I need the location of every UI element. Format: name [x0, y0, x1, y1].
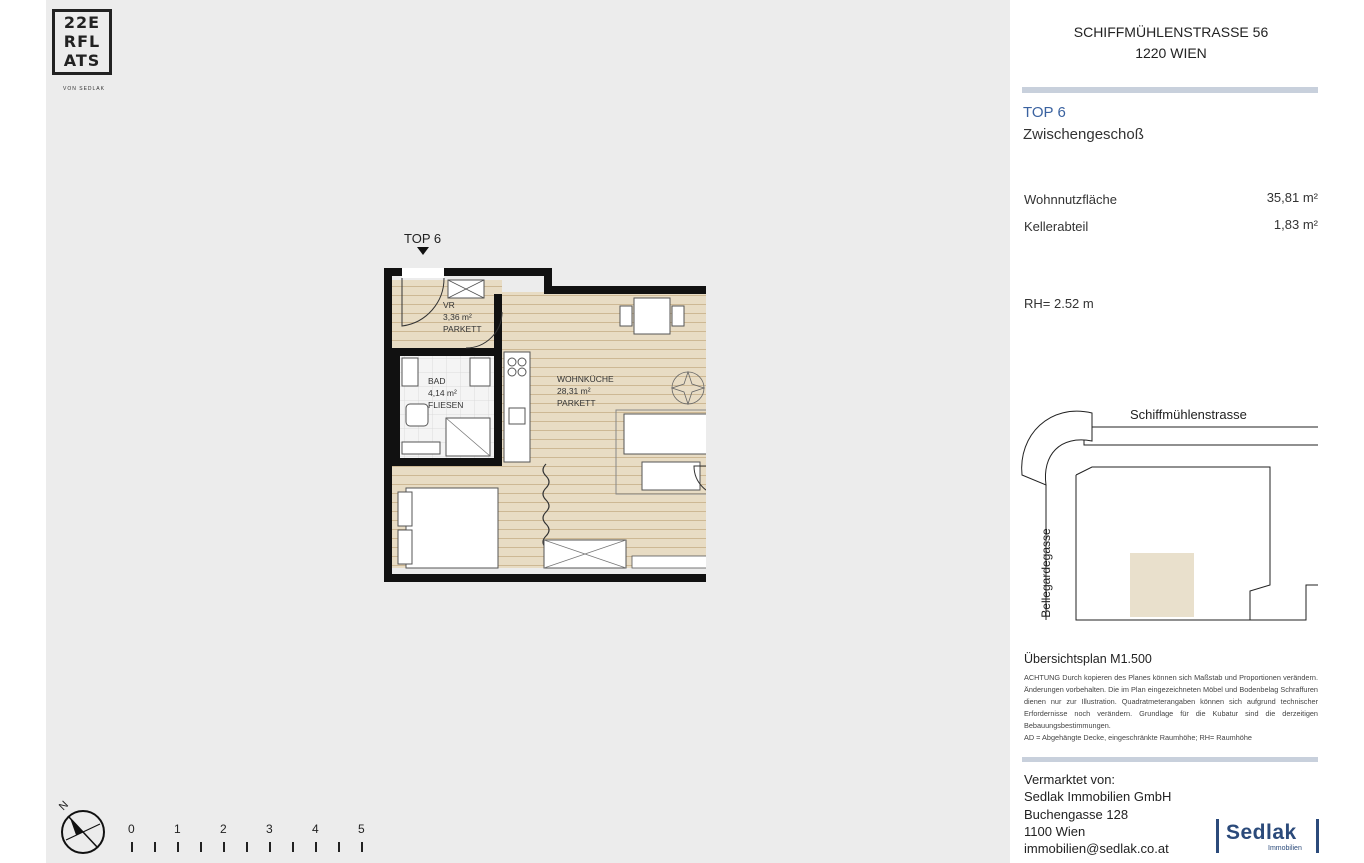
vr-bath-wall: [392, 348, 502, 356]
area-label-kellerabteil: Kellerabteil: [1024, 219, 1089, 234]
contact-divider: [1022, 757, 1318, 762]
disclaimer-note: AD = Abgehängte Decke, eingeschränkte Raumhöhe; RH= Raumhöhe: [1024, 732, 1252, 742]
coffee-table: [642, 462, 700, 490]
area-label-wohnnutzflaeche: Wohnnutzfläche: [1024, 192, 1117, 207]
left-margin: [0, 0, 46, 863]
north-label: N: [56, 798, 72, 814]
room-label-vr: VR 3,36 m² PARKETT: [443, 300, 482, 334]
scale-3: 3: [266, 822, 273, 836]
unit-entry-label: TOP 6: [404, 231, 442, 246]
contact-company: Sedlak Immobilien GmbH: [1024, 789, 1172, 804]
logo-line-2: RFL: [63, 32, 101, 51]
address-city: 1220 WIEN: [1135, 45, 1207, 61]
contact-street: Buchengasse 128: [1024, 807, 1129, 822]
logo-frame: [52, 9, 112, 75]
dining-chair-left: [620, 306, 632, 326]
unit-title: TOP 6: [1023, 104, 1066, 121]
washing-machine: [402, 358, 418, 386]
area-value-wohnnutzflaeche: 35,81 m²: [1266, 190, 1318, 205]
brand-logo-22erflats: [46, 0, 126, 95]
room-height: RH= 2.52 m: [1024, 296, 1094, 311]
area-value-kellerabteil: 1,83 m²: [1273, 217, 1318, 232]
scale-bar: [126, 822, 366, 856]
window-bottom: [632, 556, 706, 568]
sedlak-logo-sub: Immobilien: [1268, 845, 1302, 852]
sofa: [624, 414, 706, 454]
floor-plan-drawing: [376, 260, 706, 590]
logo-line-3: ATS: [63, 51, 101, 70]
dining-chair-right: [672, 306, 684, 326]
scale-4: 4: [312, 822, 319, 836]
scale-2: 2: [220, 822, 227, 836]
overview-map: [1010, 395, 1330, 630]
sink: [470, 358, 490, 386]
bath-bottom-wall: [392, 458, 502, 466]
room-label-bad: BAD 4,14 m² FLIESEN: [428, 376, 464, 410]
unit-floor: Zwischengeschoß: [1023, 126, 1144, 143]
logo-line-1: 22E: [63, 13, 101, 32]
bed: [406, 488, 498, 568]
logo-subtitle: VON SEDLAK: [63, 86, 105, 92]
sedlak-logo-name: Sedlak: [1226, 821, 1297, 844]
contact-heading: Vermarktet von:: [1024, 772, 1116, 787]
info-panel: [1010, 0, 1364, 863]
contact-email[interactable]: immobilien@sedlak.co.at: [1024, 841, 1169, 856]
bath-left-wall: [392, 356, 400, 466]
contact-city: 1100 Wien: [1024, 824, 1086, 839]
scale-5: 5: [358, 822, 365, 836]
bath-living-wall: [494, 294, 502, 462]
kitchen-counter: [504, 352, 530, 462]
entry-door-gap: [402, 268, 444, 278]
scale-1: 1: [174, 822, 181, 836]
map-street-schiffmuehlen: Schiffmühlenstrasse: [1130, 407, 1247, 422]
address-street: SCHIFFMÜHLENSTRASSE 56: [1073, 24, 1269, 40]
site-highlight: [1130, 553, 1194, 617]
room-label-wohnkueche: WOHNKÜCHE 28,31 m² PARKETT: [557, 374, 614, 408]
toilet: [406, 404, 428, 426]
dining-table: [634, 298, 670, 334]
sedlak-logo: [1216, 817, 1320, 855]
scale-0: 0: [128, 822, 135, 836]
bath-shelf: [402, 442, 440, 454]
map-street-bellegarde: Bellegardegasse: [1039, 528, 1053, 618]
disclaimer: ACHTUNG Durch kopieren des Planes können sich Maßstab und Proportionen verändern. Änderungen vorbehalten. Die im Plan eingezeichneten Möbel und Bodenbelag Schraffuren dienen nur zur Illustration. Quadratmeterangaben können sich aufgrund technischer Erfordernisse noch verändern. Grundlage für die Kubatur sind die derzeitigen Bebauungsbestimmungen. AD = Abgehängte Decke, eingeschränkte Raumhöhe; RH= Raumhöhe: [1024, 673, 1318, 742]
header-divider: [1022, 87, 1318, 93]
overview-title: Übersichtsplan M1.500: [1024, 652, 1152, 666]
entry-arrow-icon: [416, 246, 430, 256]
floor-plan-area: [46, 0, 1010, 863]
